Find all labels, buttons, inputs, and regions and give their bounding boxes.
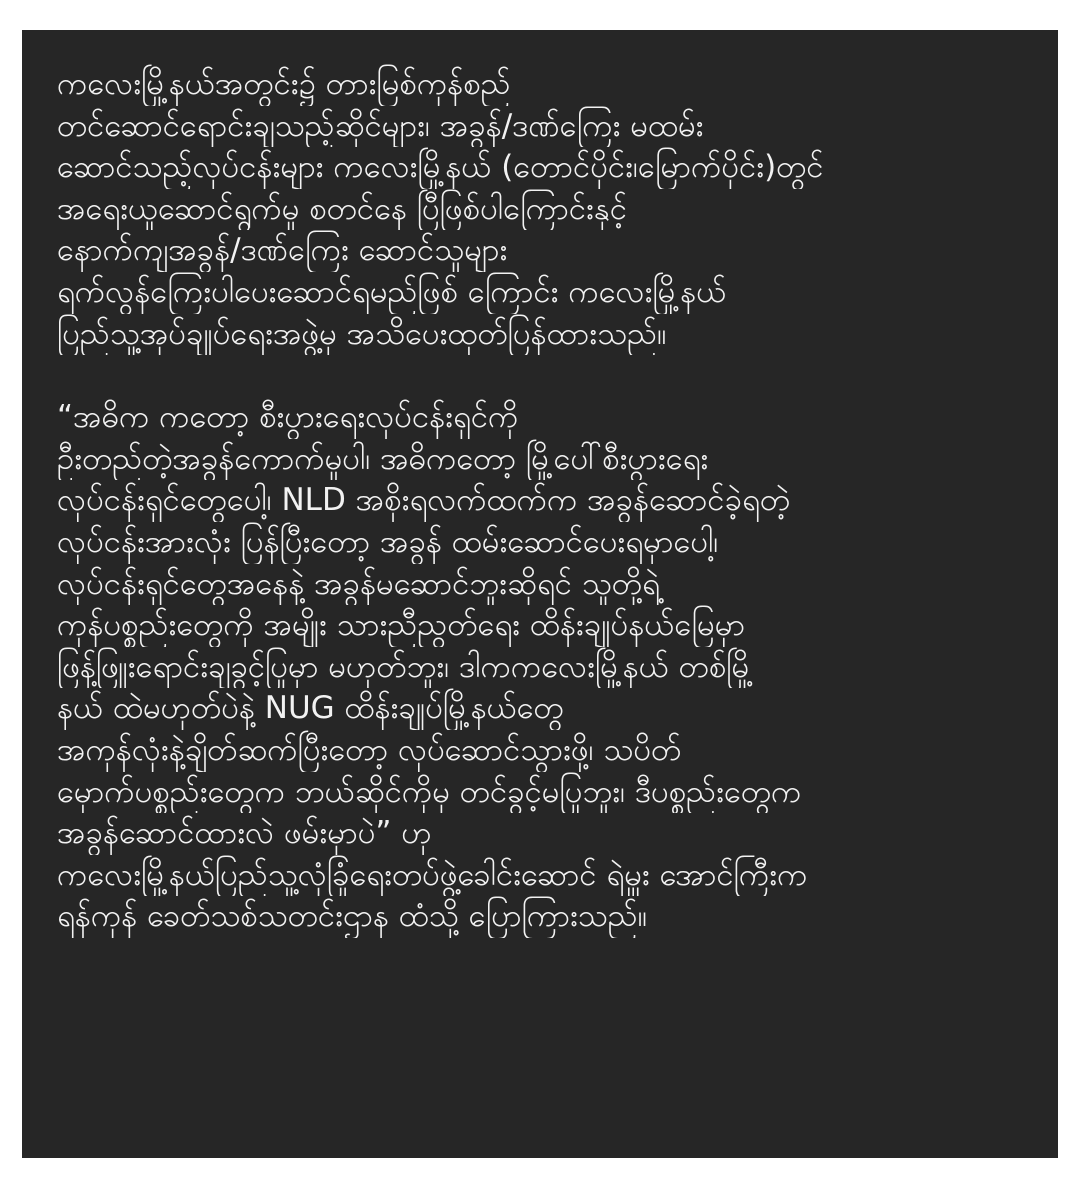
text-line: နောက်ကျအခွန်/ဒဏ်ကြေး ဆောင်သူများ [57, 232, 508, 269]
text-line: အရေးယူဆောင်ရွက်မှု စတင်နေ ပြီဖြစ်ပါကြောင်းနှင့် [57, 190, 628, 227]
paragraph-quote [57, 397, 1032, 938]
text-line: ရက်လွန်ကြေးပါပေးဆောင်ရမည်ဖြစ် ကြောင်း ကလေးမြို့နယ် [57, 273, 727, 310]
paragraph-spacer [57, 355, 1032, 397]
text-line: အကုန်လုံးနဲ့ချိတ်ဆက်ပြီးတော့ လုပ်ဆောင်သွားဖို့၊ သပိတ် [57, 731, 682, 768]
text-line: နယ် ထဲမဟုတ်ပဲနဲ့ NUG ထိန်းချုပ်မြို့နယ်တွေ [57, 690, 564, 727]
text-line: လုပ်ငန်းရှင်တွေပေါ့၊ NLD အစိုးရလက်ထက်က အခွန်ဆောင်ခဲ့ရတဲ့ [57, 482, 791, 519]
text-line: ရန်ကုန် ခေတ်သစ်သတင်းဌာန ထံသို့ ပြောကြားသည်။ [57, 898, 648, 935]
text-line: လုပ်ငန်းရှင်တွေအနေနဲ့ အခွန်မဆောင်ဘူးဆိုရင် သူတို့ရဲ့ [57, 565, 660, 602]
text-line: ကလေးမြို့နယ်အတွင်း၌ တားမြစ်ကုန်စည် [57, 66, 511, 102]
text-line: ကလေးမြို့နယ်ပြည်သူ့လုံခြုံရေးတပ်ဖွဲ့ခေါင်းဆောင် ရဲမှူး အောင်ကြီးက [57, 856, 808, 893]
text-line: အခွန်ဆောင်ထားလဲ ဖမ်းမှာပဲ” ဟု [57, 815, 432, 852]
text-line: ကုန်ပစ္စည်းတွေကို အမျိုး သားညီညွတ်ရေး ထိန်းချုပ်နယ်မြေမှာ [57, 607, 746, 644]
text-line: ဦးတည်တဲ့အခွန်ကောက်မှုပါ၊ အဓိကတော့ မြို့ပေါ်စီးပွားရေး [57, 440, 709, 477]
article-text-panel [22, 30, 1058, 1158]
text-line: “အဓိက ကတော့ စီးပွားရေးလုပ်ငန်းရှင်ကို [57, 399, 519, 436]
text-line: ဆောင်သည့်လုပ်ငန်းများ ကလေးမြို့နယ် (တောင်ပိုင်း၊မြောက်ပိုင်း)တွင် [57, 149, 824, 186]
text-line: ပြည်သူ့အုပ်ချုပ်ရေးအဖွဲ့မှ အသိပေးထုတ်ပြန်ထားသည်။ [57, 315, 667, 352]
text-line: ဖြန့်ဖြူးရောင်းချခွင့်ပြုမှာ မဟုတ်ဘူး၊ ဒါကကလေးမြို့နယ် တစ်မြို့ [57, 648, 754, 685]
text-line: လုပ်ငန်းအားလုံး ပြန်ပြီးတော့ အခွန် ထမ်းဆောင်ပေးရမှာပေါ့၊ [57, 523, 719, 560]
text-line: တင်ဆောင်ရောင်းချသည့်ဆိုင်များ၊ အခွန်/ဒဏ်ကြေး မထမ်း [57, 107, 704, 144]
paragraph-announcement [57, 64, 1032, 355]
text-line: မှောက်ပစ္စည်းတွေက ဘယ်ဆိုင်ကိုမှ တင်ခွင့်မပြုဘူး၊ ဒီပစ္စည်းတွေက [57, 773, 802, 810]
